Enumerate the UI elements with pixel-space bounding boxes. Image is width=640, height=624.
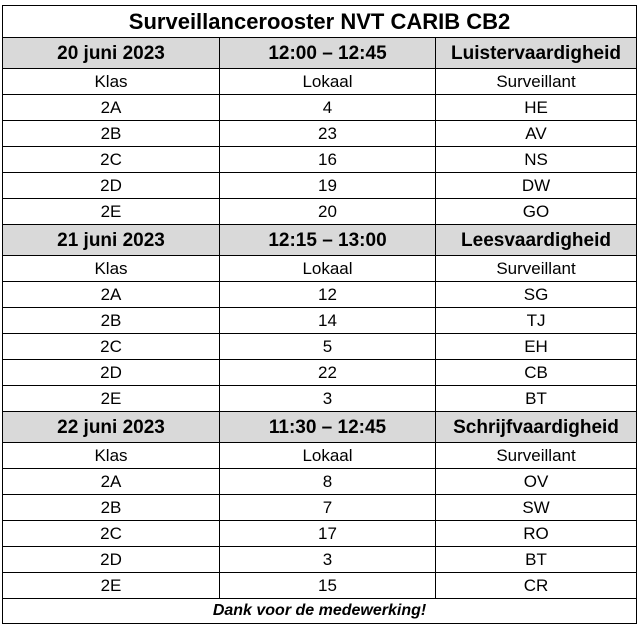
lokaal-cell: 23	[220, 121, 436, 147]
document-title: Surveillancerooster NVT CARIB CB2	[3, 6, 637, 38]
lokaal-cell: 20	[220, 199, 436, 225]
surveillant-cell: SG	[436, 282, 637, 308]
table-row	[3, 469, 637, 495]
lokaal-cell: 12	[220, 282, 436, 308]
session-subject: Schrijfvaardigheid	[436, 412, 637, 443]
column-header-lokaal: Lokaal	[220, 69, 436, 95]
column-header-row	[3, 443, 637, 469]
klas-cell: 2C	[3, 334, 220, 360]
surveillant-cell: SW	[436, 495, 637, 521]
session-header-row	[3, 225, 637, 256]
session-header-row	[3, 38, 637, 69]
lokaal-cell: 17	[220, 521, 436, 547]
klas-cell: 2E	[3, 199, 220, 225]
session-time: 11:30 – 12:45	[220, 412, 436, 443]
surveillant-cell: NS	[436, 147, 637, 173]
column-header-surveillant: Surveillant	[436, 69, 637, 95]
lokaal-cell: 7	[220, 495, 436, 521]
surveillant-cell: CR	[436, 573, 637, 599]
column-header-lokaal: Lokaal	[220, 256, 436, 282]
surveillant-cell: OV	[436, 469, 637, 495]
klas-cell: 2D	[3, 173, 220, 199]
surveillant-cell: HE	[436, 95, 637, 121]
klas-cell: 2B	[3, 121, 220, 147]
table-row	[3, 521, 637, 547]
column-header-row	[3, 69, 637, 95]
session-date: 21 juni 2023	[3, 225, 220, 256]
table-row	[3, 95, 637, 121]
klas-cell: 2A	[3, 95, 220, 121]
table-row	[3, 282, 637, 308]
lokaal-cell: 8	[220, 469, 436, 495]
table-row	[3, 386, 637, 412]
lokaal-cell: 3	[220, 386, 436, 412]
table-row	[3, 199, 637, 225]
session-time: 12:15 – 13:00	[220, 225, 436, 256]
column-header-surveillant: Surveillant	[436, 256, 637, 282]
surveillant-cell: CB	[436, 360, 637, 386]
session-header-row	[3, 412, 637, 443]
table-row	[3, 495, 637, 521]
table-row	[3, 308, 637, 334]
klas-cell: 2B	[3, 308, 220, 334]
klas-cell: 2E	[3, 386, 220, 412]
session-subject: Leesvaardigheid	[436, 225, 637, 256]
lokaal-cell: 15	[220, 573, 436, 599]
klas-cell: 2D	[3, 360, 220, 386]
footer-note: Dank voor de medewerking!	[3, 599, 637, 624]
table-row	[3, 334, 637, 360]
table-row	[3, 147, 637, 173]
klas-cell: 2A	[3, 469, 220, 495]
column-header-klas: Klas	[3, 69, 220, 95]
surveillant-cell: TJ	[436, 308, 637, 334]
table-row	[3, 547, 637, 573]
klas-cell: 2B	[3, 495, 220, 521]
table-row	[3, 573, 637, 599]
column-header-klas: Klas	[3, 443, 220, 469]
surveillant-cell: GO	[436, 199, 637, 225]
lokaal-cell: 14	[220, 308, 436, 334]
surveillant-cell: AV	[436, 121, 637, 147]
table-row	[3, 121, 637, 147]
lokaal-cell: 22	[220, 360, 436, 386]
lokaal-cell: 4	[220, 95, 436, 121]
footer-row	[3, 599, 637, 624]
table-row	[3, 360, 637, 386]
klas-cell: 2A	[3, 282, 220, 308]
surveillant-cell: BT	[436, 547, 637, 573]
session-date: 22 juni 2023	[3, 412, 220, 443]
lokaal-cell: 19	[220, 173, 436, 199]
session-time: 12:00 – 12:45	[220, 38, 436, 69]
column-header-surveillant: Surveillant	[436, 443, 637, 469]
surveillance-schedule-table	[2, 5, 637, 624]
surveillant-cell: RO	[436, 521, 637, 547]
column-header-row	[3, 256, 637, 282]
lokaal-cell: 5	[220, 334, 436, 360]
session-subject: Luistervaardigheid	[436, 38, 637, 69]
klas-cell: 2C	[3, 521, 220, 547]
klas-cell: 2E	[3, 573, 220, 599]
column-header-lokaal: Lokaal	[220, 443, 436, 469]
title-row	[3, 6, 637, 38]
column-header-klas: Klas	[3, 256, 220, 282]
table-row	[3, 173, 637, 199]
session-date: 20 juni 2023	[3, 38, 220, 69]
lokaal-cell: 16	[220, 147, 436, 173]
surveillant-cell: BT	[436, 386, 637, 412]
surveillant-cell: EH	[436, 334, 637, 360]
surveillant-cell: DW	[436, 173, 637, 199]
lokaal-cell: 3	[220, 547, 436, 573]
klas-cell: 2D	[3, 547, 220, 573]
klas-cell: 2C	[3, 147, 220, 173]
